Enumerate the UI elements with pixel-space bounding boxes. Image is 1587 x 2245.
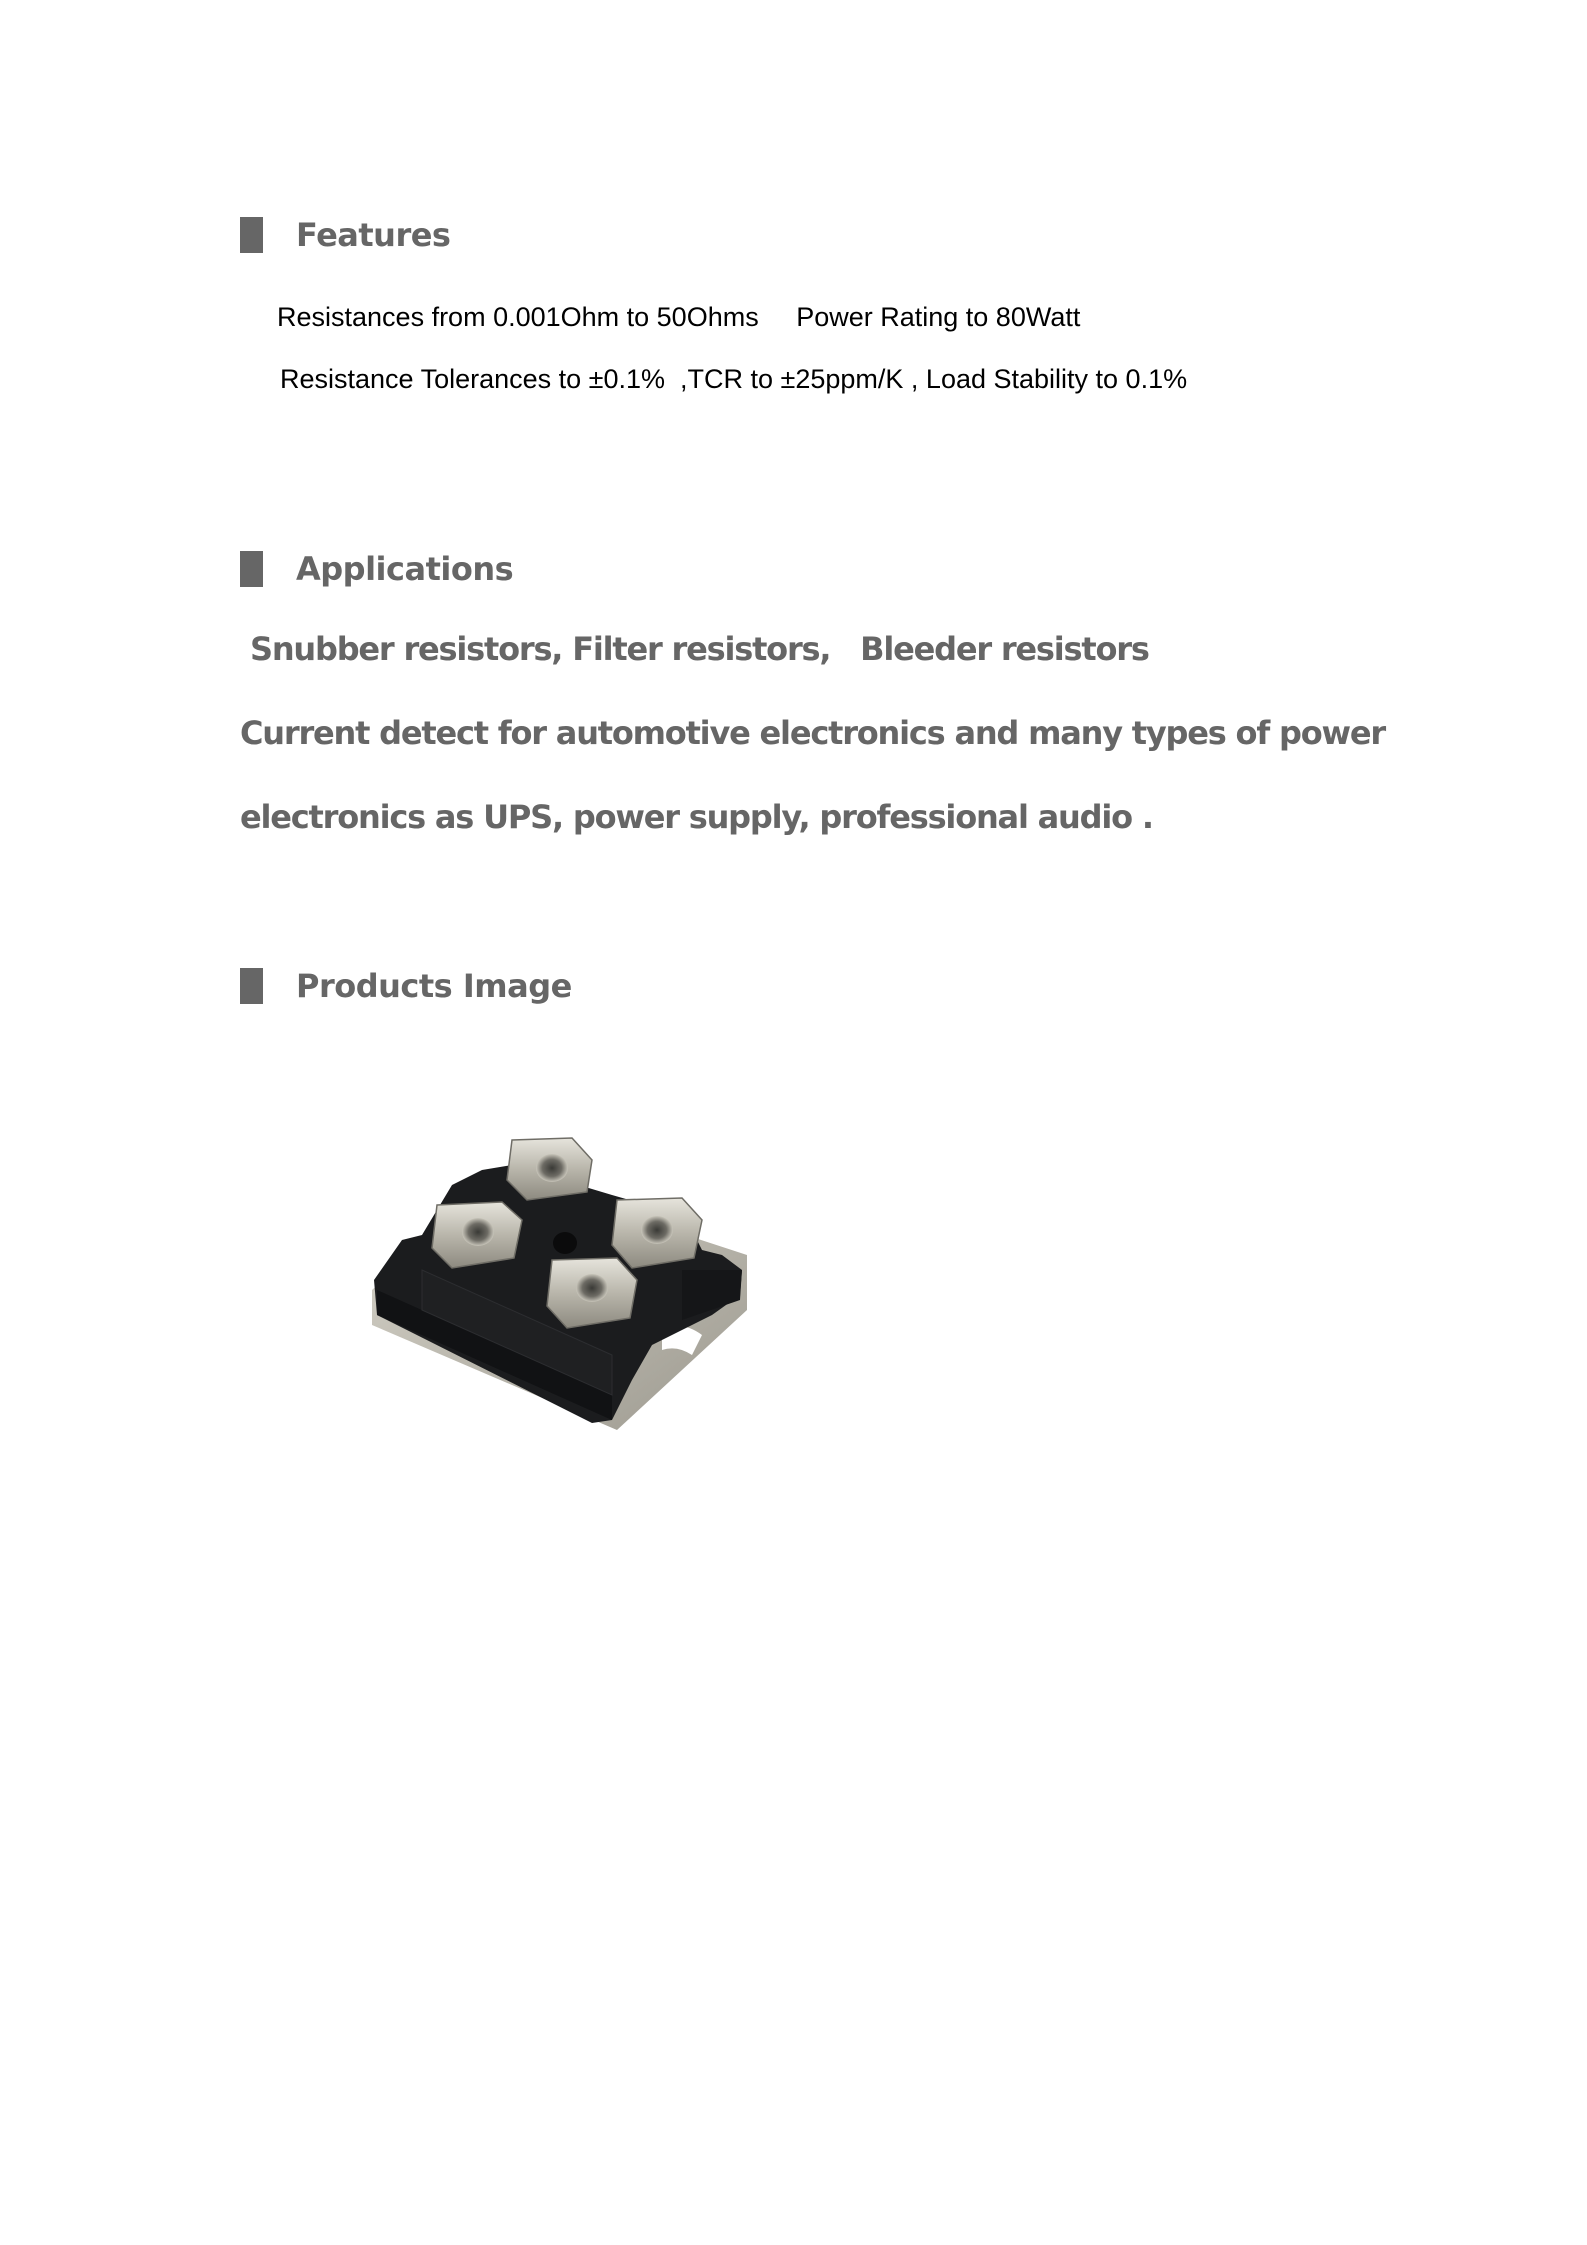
features-heading-text: Features [296, 216, 451, 254]
feature-line-tolerance-tcr-stability: Resistance Tolerances to ±0.1% ,TCR to ±25ppm/K , Load Stability to 0.1% [280, 364, 1188, 394]
applications-heading-text: Applications [296, 550, 514, 588]
section-marker-icon [240, 968, 263, 1004]
applications-heading [240, 549, 513, 589]
feature-line-resistance-power: Resistances from 0.001Ohm to 50Ohms Power Rating to 80Watt [277, 302, 1081, 332]
products-image-heading-text: Products Image [296, 967, 572, 1005]
section-marker-icon [240, 551, 263, 587]
section-marker-icon [240, 217, 263, 253]
products-image-heading [240, 966, 572, 1006]
application-line-current-detect: Current detect for automotive electronics and many types of power [240, 714, 1385, 752]
application-line-resistor-types: Snubber resistors, Filter resistors, Bleeder resistors [250, 630, 1149, 668]
application-line-electronics: electronics as UPS, power supply, professional audio . [240, 798, 1153, 836]
product-image [362, 1120, 754, 1438]
features-heading [240, 215, 450, 255]
